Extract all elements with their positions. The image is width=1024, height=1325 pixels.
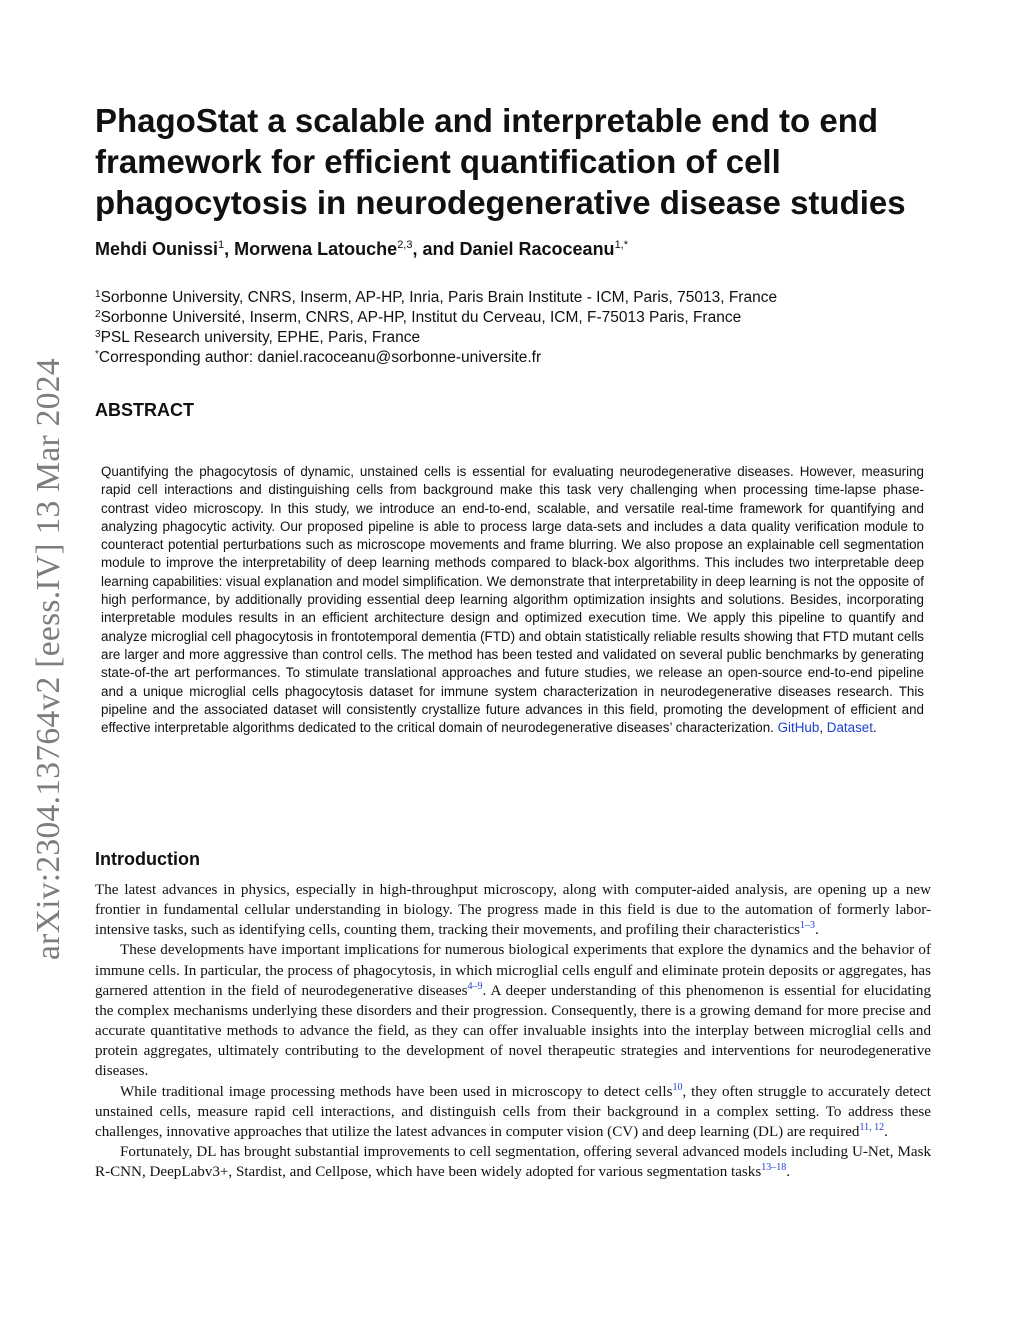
author-affiliation-mark: 1,* bbox=[614, 239, 629, 251]
affiliation-item bbox=[95, 288, 777, 308]
affiliation-text: Sorbonne Université, Inserm, CNRS, AP-HP, Institut du Cerveau, ICM, F-75013 Paris, France bbox=[100, 309, 742, 326]
author-name: Mehdi Ounissi bbox=[95, 239, 219, 259]
affiliation-text: Sorbonne University, CNRS, Inserm, AP-HP, Inria, Paris Brain Institute - ICM, Paris, 75013, France bbox=[100, 289, 778, 306]
paragraph bbox=[95, 1142, 931, 1182]
introduction-body bbox=[95, 880, 931, 1182]
paragraph-text: The latest advances in physics, especially in high-throughput microscopy, along with computer-aided analysis, are opening up a new frontier in fundamental cellular understanding in biology. The progress made in this field is due to the automation of formerly labor-intensive tasks, such as identifying cells, counting them, tracking their movements, and profiling their characteristics bbox=[95, 882, 931, 939]
corresponding-author bbox=[95, 348, 777, 368]
paragraph-text: . A deeper understanding of this phenomenon is essential for elucidating the complex mechanisms underlying these disorders and their progression. Consequently, there is a growing demand for more precise and accurate quantitative methods to advance the field, as they can offer invaluable insights into the interplay between microglial cells and protein aggregates, ultimately contributing to the development of novel therapeutic strategies and interventions for neurodegenerative diseases. bbox=[95, 982, 931, 1080]
github-link[interactable]: GitHub bbox=[777, 720, 820, 736]
paragraph-text: Fortunately, DL has brought substantial improvements to cell segmentation, offering several advanced models including U-Net, Mask R-CNN, DeepLabv3+, Stardist, and Cellpose, which have been widely adopted for various segmentation tasks bbox=[95, 1144, 931, 1181]
arxiv-identifier: arXiv:2304.13764v2 [eess.IV] 13 Mar 2024 bbox=[30, 358, 67, 960]
introduction-heading: Introduction bbox=[95, 849, 200, 869]
title-line: PhagoStat a scalable and interpretable end to end bbox=[95, 102, 879, 139]
author-affiliation-mark: 1 bbox=[218, 239, 225, 251]
abstract-end: . bbox=[872, 720, 877, 736]
author-affiliation-mark: 2,3 bbox=[397, 239, 413, 251]
citation-link[interactable]: 1–3 bbox=[800, 920, 816, 932]
paper-title bbox=[95, 100, 955, 223]
title-line: framework for efficient quantification of cell bbox=[95, 143, 781, 180]
paragraph bbox=[95, 1082, 931, 1142]
paragraph-text: These developments have important implications for numerous biological experiments that explore the dynamics and the behavior of immune cells. In particular, the process of phagocytosis, in which microglial cells engulf and eliminate protein deposits or aggregates, has garnered attention in the field of neurodegenerative diseases bbox=[95, 942, 931, 999]
citation-link[interactable]: 13–18 bbox=[761, 1162, 787, 1174]
affiliation-mark: 3 bbox=[95, 329, 101, 340]
author-separator: , and bbox=[412, 239, 460, 259]
abstract-text bbox=[101, 463, 924, 737]
paragraph-text: , they often struggle to accurately detect unstained cells, measure rapid cell interactions, and distinguish cells from their background in a complex setting. To address these challenges, innovative approaches that utilize the latest advances in computer vision (CV) and deep learning (DL) are required bbox=[95, 1083, 931, 1140]
paragraph-end: . bbox=[884, 1123, 888, 1140]
citation-link[interactable]: 10 bbox=[672, 1081, 683, 1093]
paragraph-end: . bbox=[815, 922, 819, 939]
title-line: phagocytosis in neurodegenerative disease studies bbox=[95, 184, 906, 221]
author-name: Morwena Latouche bbox=[234, 239, 398, 259]
affiliation-list bbox=[95, 288, 777, 368]
link-separator: , bbox=[819, 720, 827, 736]
author-list bbox=[95, 239, 628, 260]
affiliation-mark: 1 bbox=[95, 289, 101, 300]
citation-link[interactable]: 4–9 bbox=[467, 980, 483, 992]
affiliation-item bbox=[95, 328, 777, 348]
affiliation-mark: 2 bbox=[95, 309, 101, 320]
author-name: Daniel Racoceanu bbox=[459, 239, 615, 259]
affiliation-item bbox=[95, 308, 777, 328]
citation-link[interactable]: 11, 12 bbox=[859, 1121, 885, 1133]
abstract-body: Quantifying the phagocytosis of dynamic, unstained cells is essential for evaluating neurodegenerative diseases. However, measuring rapid cell interactions and distinguishing cells from background make this task very challenging when processing time-lapse phase-contrast video microscopy. In this study, we introduce an end-to-end, scalable, and versatile real-time framework for quantifying and analyzing phagocytic activity. Our proposed pipeline is able to process large data-sets and includes a data quality verification module to counteract potential perturbations such as microscope movements and frame blurring. We also propose an explainable cell segmentation module to improve the interpretability of deep learning methods compared to black-box algorithms. This includes two interpretable deep learning capabilities: visual explanation and model simplification. We demonstrate that interpretability in deep learning is not the opposite of high performance, by additionally providing essential deep learning algorithm optimization insights and solutions. Besides, incorporating interpretable modules results in an efficient architecture design and optimized execution time. We apply this pipeline to quantify and analyze microglial cell phagocytosis in frontotemporal dementia (FTD) and obtain statistically reliable results showing that FTD mutant cells are larger and more aggressive than control cells. The method has been tested and validated on several public benchmarks by generating state-of-the art performances. To stimulate translational approaches and future studies, we release an open-source end-to-end pipeline and a unique microglial cells phagocytosis dataset for immune system characterization in neurodegenerative diseases research. This pipeline and the associated dataset will consistently crystallize future advances in this field, promoting the development of efficient and effective interpretable algorithms dedicated to the critical domain of neurodegenerative diseases’ characterization. bbox=[101, 464, 925, 736]
affiliation-text: PSL Research university, EPHE, Paris, France bbox=[100, 329, 421, 346]
corresponding-author-text: Corresponding author: daniel.racoceanu@sorbonne-universite.fr bbox=[98, 349, 542, 366]
abstract-heading: ABSTRACT bbox=[95, 400, 194, 420]
affiliation-mark: * bbox=[95, 349, 99, 360]
paragraph bbox=[95, 880, 931, 940]
dataset-link[interactable]: Dataset bbox=[826, 720, 873, 736]
author-separator: , bbox=[224, 239, 235, 259]
paragraph-text: While traditional image processing methods have been used in microscopy to detect cells bbox=[120, 1083, 673, 1100]
paragraph-end: . bbox=[786, 1164, 790, 1181]
paragraph bbox=[95, 940, 931, 1081]
